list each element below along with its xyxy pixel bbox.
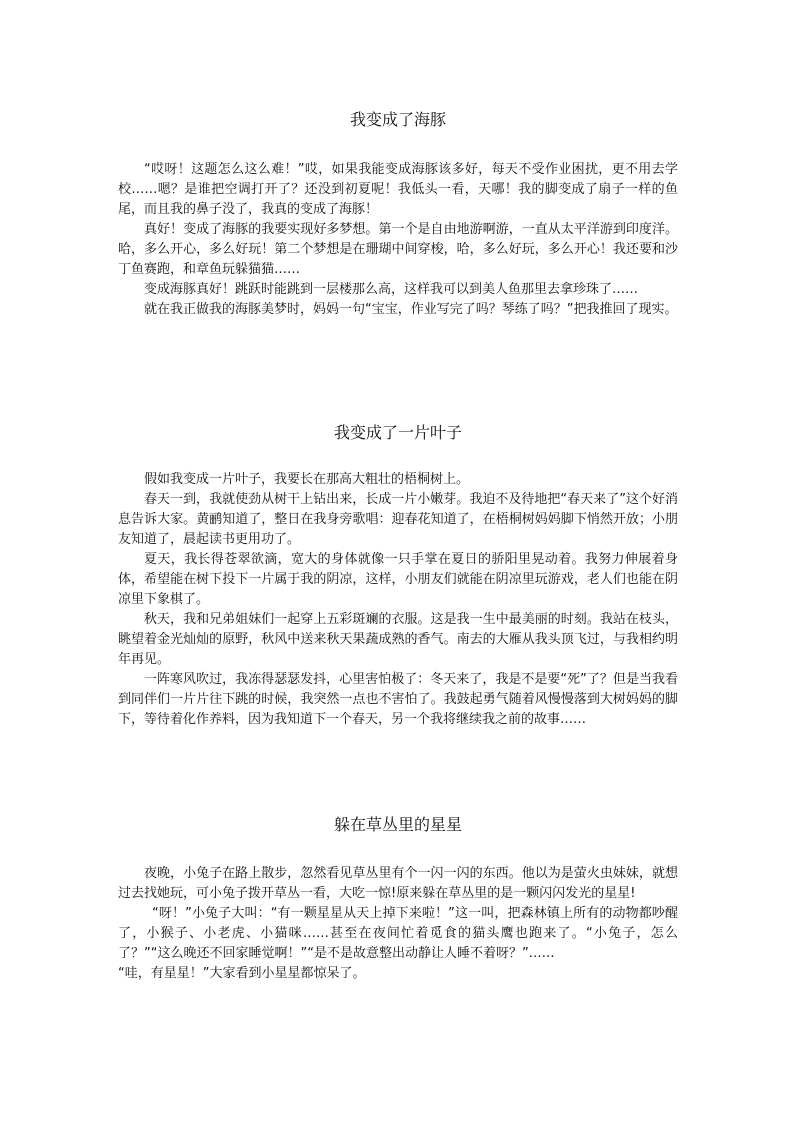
- paragraph: 夜晚，小兔子在路上散步，忽然看见草丛里有个一闪一闪的东西。他以为是萤火虫妹妹，就想过去找她玩，可小兔子拨开草丛一看，大吃一惊!原来躲在草丛里的是一颗闪闪发光的星星!: [118, 866, 678, 901]
- article-leaf: [118, 423, 678, 730]
- article-star: [118, 815, 678, 984]
- article-title: 躲在草丛里的星星: [333, 815, 462, 834]
- article-title: 我变成了一片叶子: [333, 423, 462, 442]
- paragraph: 夏天，我长得苍翠欲滴，宽大的身体就像一只手掌在夏日的骄阳里晃动着。我努力伸展着身体，希望能在树下投下一片属于我的阴凉，这样，小朋友们就能在阴凉里玩游戏，老人们也能在阴凉里下象棋了。: [118, 552, 678, 607]
- article-title: 我变成了海豚: [349, 110, 446, 129]
- paragraph: 变成海豚真好！跳跃时能跳到一层楼那么高，这样我可以到美人鱼那里去拿珍珠了……: [144, 282, 639, 297]
- paragraph: “呀！”小兔子大叫：“有一颗星星从天上掉下来啦！”这一叫，把森林镇上所有的动物都吵醒了，小猴子、小老虎、小猫咪……甚至在夜间忙着觅食的猫头鹰也跑来了。“小兔子，怎么了？”“这么晚还不回家睡觉啊！”“是不是故意整出动静让人睡不着呀？”……: [118, 906, 678, 961]
- paragraph: “哎呀！这题怎么这么难！”哎，如果我能变成海豚该多好，每天不受作业困扰，更不用去学校……嗯？是谁把空调打开了？还没到初夏呢！我低头一看，天哪！我的脚变成了扇子一样的鱼尾，而且我的鼻子没了，我真的变成了海豚！: [118, 162, 678, 217]
- paragraph: 春天一到，我就使劲从树干上钻出来，长成一片小嫩芽。我迫不及待地把“春天来了”这个好消息告诉大家。黄鹂知道了，整日在我身旁歌唱：迎春花知道了，在梧桐树妈妈脚下悄然开放；小朋友知道了，晨起读书更用功了。: [118, 492, 678, 547]
- paragraph: 就在我正做我的海豚美梦时，妈妈一句“宝宝，作业写完了吗？琴练了吗？”把我推回了现实。: [144, 302, 678, 317]
- paragraph: 一阵寒风吹过，我冻得瑟瑟发抖，心里害怕极了：冬天来了，我是不是要“死”了？但是当我看到同伴们一片片往下跳的时候，我突然一点也不害怕了。我鼓起勇气随着风慢慢落到大树妈妈的脚下，等待着化作养料，因为我知道下一个春天，另一个我将继续我之前的故事……: [118, 672, 678, 727]
- paragraph: 假如我变成一片叶子，我要长在那高大粗壮的梧桐树上。: [144, 472, 470, 487]
- paragraph: 秋天，我和兄弟姐妹们一起穿上五彩斑斓的衣服。这是我一生中最美丽的时刻。我站在枝头，眺望着金光灿灿的原野，秋风中送来秋天果蔬成熟的香气。南去的大雁从我头顶飞过，与我相约明年再见。: [118, 612, 678, 667]
- paragraph: “哇，有星星！”大家看到小星星都惊呆了。: [118, 966, 366, 981]
- article-dolphin: [118, 110, 678, 320]
- paragraph: 真好！变成了海豚的我要实现好多梦想。第一个是自由地游啊游，一直从太平洋游到印度洋。哈，多么开心，多么好玩！第二个梦想是在珊瑚中间穿梭，哈，多么好玩，多么开心！我还要和沙丁鱼赛跑，和章鱼玩躲猫猫……: [118, 222, 678, 277]
